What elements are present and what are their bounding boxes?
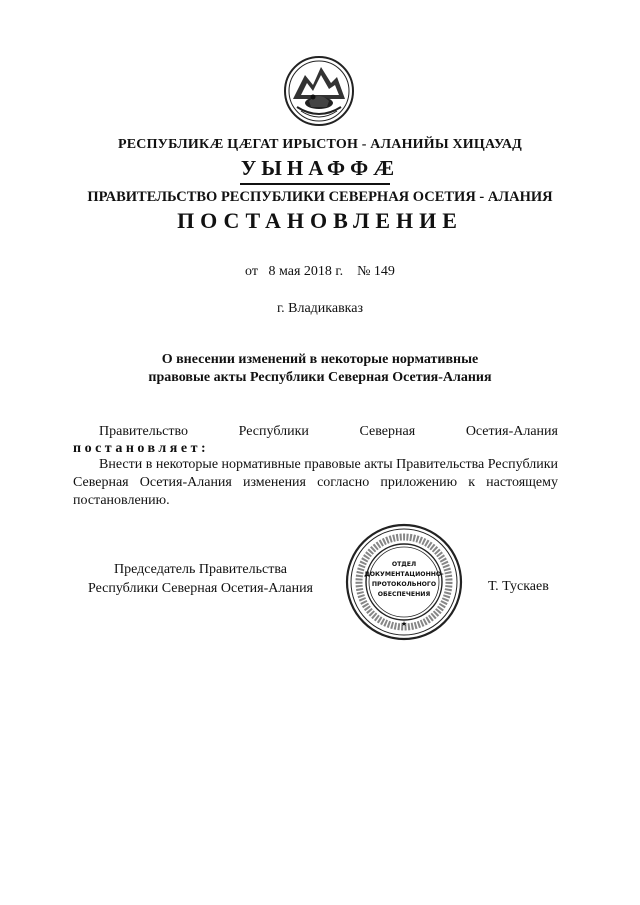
decrees-word: постановляет: bbox=[73, 441, 210, 456]
coat-of-arms-icon bbox=[283, 55, 355, 127]
gov-word: Республики bbox=[238, 424, 309, 439]
stamp-text: ПРОТОКОЛЬНОГО bbox=[371, 581, 437, 588]
gov-word: Северная bbox=[359, 424, 416, 439]
stamp-text: ДОКУМЕНТАЦИОННО- bbox=[364, 571, 444, 578]
stamp-text: ОБЕСПЕЧЕНИЯ bbox=[377, 591, 431, 598]
signatory-position-line-2: Республики Северная Осетия-Алания bbox=[88, 581, 313, 596]
decision-paragraph: Внести в некоторые нормативные правовые акты Правительства Республики Северная Осетия-Алания изменения согласно приложению к настоящему постановлению. bbox=[73, 457, 558, 508]
government-line bbox=[73, 423, 558, 441]
subject-line-2: правовые акты Республики Северная Осетия-Алания bbox=[148, 370, 492, 385]
stamp-text: ОТДЕЛ bbox=[391, 561, 417, 568]
city: г. Владикавказ bbox=[276, 301, 364, 316]
header-ossetian-line: РЕСПУБЛИКӔ ЦӔГАТ ИРЫСТОН - АЛАНИЙЫ ХИЦАУАД bbox=[117, 137, 522, 152]
date-line bbox=[0, 264, 640, 280]
header-divider bbox=[240, 183, 390, 185]
header-ossetian-title: УЫНАФФӔ bbox=[240, 156, 400, 180]
document-number: № 149 bbox=[357, 264, 395, 279]
signatory-name: Т. Тускаев bbox=[488, 579, 549, 594]
signatory-position bbox=[73, 560, 328, 598]
signatory-position-line-1: Председатель Правительства bbox=[114, 562, 287, 577]
subject-line-1: О внесении изменений в некоторые нормативные bbox=[161, 352, 479, 367]
gov-word: Осетия-Алания bbox=[465, 424, 558, 439]
svg-text:★: ★ bbox=[400, 620, 408, 628]
date-prefix: от bbox=[245, 264, 258, 279]
header-russian-line: ПРАВИТЕЛЬСТВО РЕСПУБЛИКИ СЕВЕРНАЯ ОСЕТИЯ - АЛАНИЯ bbox=[87, 189, 553, 205]
document-date: 8 мая 2018 г. bbox=[268, 264, 344, 279]
official-stamp bbox=[341, 522, 467, 642]
gov-word: Правительство bbox=[99, 424, 188, 439]
header-russian-title: ПОСТАНОВЛЕНИЕ bbox=[177, 208, 463, 233]
